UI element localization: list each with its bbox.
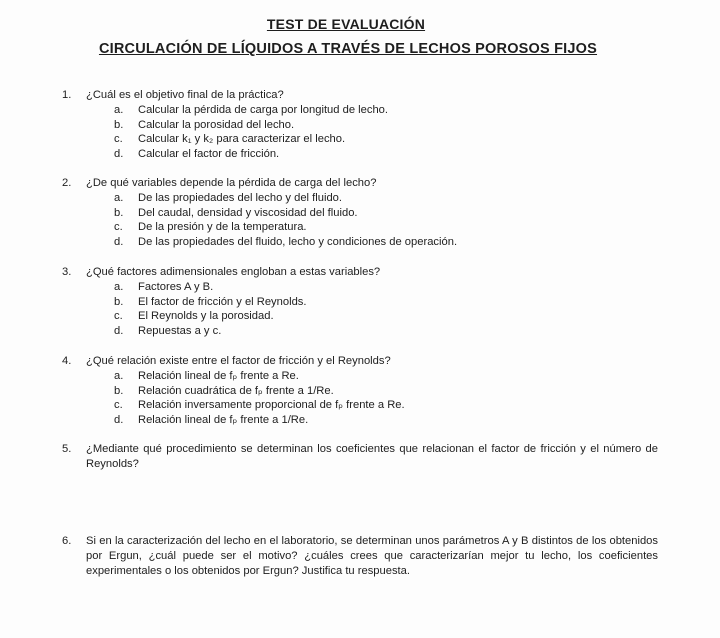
option-letter: a. xyxy=(114,370,124,382)
option-text: Relación lineal de fₚ frente a 1/Re. xyxy=(138,413,309,426)
question-number: 5. xyxy=(62,443,72,455)
option-b xyxy=(62,206,662,221)
option-text: De la presión y de la temperatura. xyxy=(138,221,307,233)
option-text: Factores A y B. xyxy=(138,281,214,293)
question-text: Si en la caracterización del lecho en el laboratorio, se determinan unos parámetros A y B distintos de los obtenidos por Ergun, ¿cuál puede ser el motivo? ¿cuáles crees que caracterizarían mejor tu lecho, los coeficientes experimentales o los obtenidos por Ergun? Justifica tu respuesta. xyxy=(86,535,658,577)
option-text: El Reynolds y la porosidad. xyxy=(138,310,274,322)
option-text: Calcular la pérdida de carga por longitud de lecho. xyxy=(138,104,389,116)
option-text: Del caudal, densidad y viscosidad del fluido. xyxy=(138,206,358,219)
option-letter: a. xyxy=(114,281,124,293)
question-6 xyxy=(62,534,662,579)
option-letter: d. xyxy=(114,324,124,337)
option-text: Relación cuadrática de fₚ frente a 1/Re. xyxy=(138,384,334,397)
option-text: Relación inversamente proporcional de fₚ frente a Re. xyxy=(138,399,405,411)
option-text: El factor de fricción y el Reynolds. xyxy=(138,295,307,308)
option-text: Repuestas a y c. xyxy=(138,324,222,337)
question-2 xyxy=(62,176,662,249)
option-text: De las propiedades del lecho y del fluido. xyxy=(138,192,342,204)
option-text: Calcular la porosidad del lecho. xyxy=(138,118,295,131)
option-a xyxy=(62,103,662,118)
option-d xyxy=(62,147,662,162)
option-c xyxy=(62,309,662,324)
option-c xyxy=(62,132,662,147)
question-3 xyxy=(62,265,662,338)
option-b xyxy=(62,384,662,399)
question-number: 3. xyxy=(62,266,72,278)
option-d xyxy=(62,324,662,339)
question-text: ¿Qué factores adimensionales engloban a estas variables? xyxy=(86,266,381,278)
question-number: 4. xyxy=(62,355,72,367)
options-list xyxy=(62,191,662,249)
question-number: 1. xyxy=(62,89,72,101)
option-c xyxy=(62,398,662,413)
option-text: Calcular k₁ y k₂ para caracterizar el lecho. xyxy=(138,133,346,145)
option-a xyxy=(62,191,662,206)
option-d xyxy=(62,235,662,250)
page-title: TEST DE EVALUACIÓN xyxy=(266,16,426,32)
option-letter: c. xyxy=(114,221,123,233)
question-text: ¿Cuál es el objetivo final de la práctica? xyxy=(86,89,284,101)
option-letter: d. xyxy=(114,413,124,426)
option-b xyxy=(62,295,662,310)
option-letter: b. xyxy=(114,206,124,219)
question-5 xyxy=(62,442,662,472)
option-a xyxy=(62,280,662,295)
option-letter: d. xyxy=(114,235,124,248)
option-c xyxy=(62,220,662,235)
option-text: De las propiedades del fluido, lecho y condiciones de operación. xyxy=(138,235,458,248)
option-letter: c. xyxy=(114,310,123,322)
option-letter: d. xyxy=(114,147,124,160)
option-letter: b. xyxy=(114,384,124,397)
question-text: ¿Qué relación existe entre el factor de fricción y el Reynolds? xyxy=(86,355,391,367)
question-number: 6. xyxy=(62,535,72,547)
option-text: Relación lineal de fₚ frente a Re. xyxy=(138,370,299,382)
page-subtitle: CIRCULACIÓN DE LÍQUIDOS A TRAVÉS DE LECHOS POROSOS FIJOS xyxy=(98,41,598,57)
option-d xyxy=(62,413,662,428)
options-list xyxy=(62,280,662,338)
option-letter: b. xyxy=(114,118,124,131)
question-number: 2. xyxy=(62,177,72,189)
question-text: ¿De qué variables depende la pérdida de carga del lecho? xyxy=(86,177,377,189)
option-letter: a. xyxy=(114,192,124,204)
option-letter: c. xyxy=(114,399,123,411)
option-text: Calcular el factor de fricción. xyxy=(138,147,280,160)
question-1 xyxy=(62,88,662,161)
option-letter: b. xyxy=(114,295,124,308)
option-b xyxy=(62,118,662,133)
question-4 xyxy=(62,354,662,427)
option-letter: a. xyxy=(114,104,124,116)
option-letter: c. xyxy=(114,133,123,145)
option-a xyxy=(62,369,662,384)
options-list xyxy=(62,369,662,427)
options-list xyxy=(62,103,662,161)
question-text: ¿Mediante qué procedimiento se determinan los coeficientes que relacionan el factor de fricción y el número de Reynolds? xyxy=(86,443,658,470)
